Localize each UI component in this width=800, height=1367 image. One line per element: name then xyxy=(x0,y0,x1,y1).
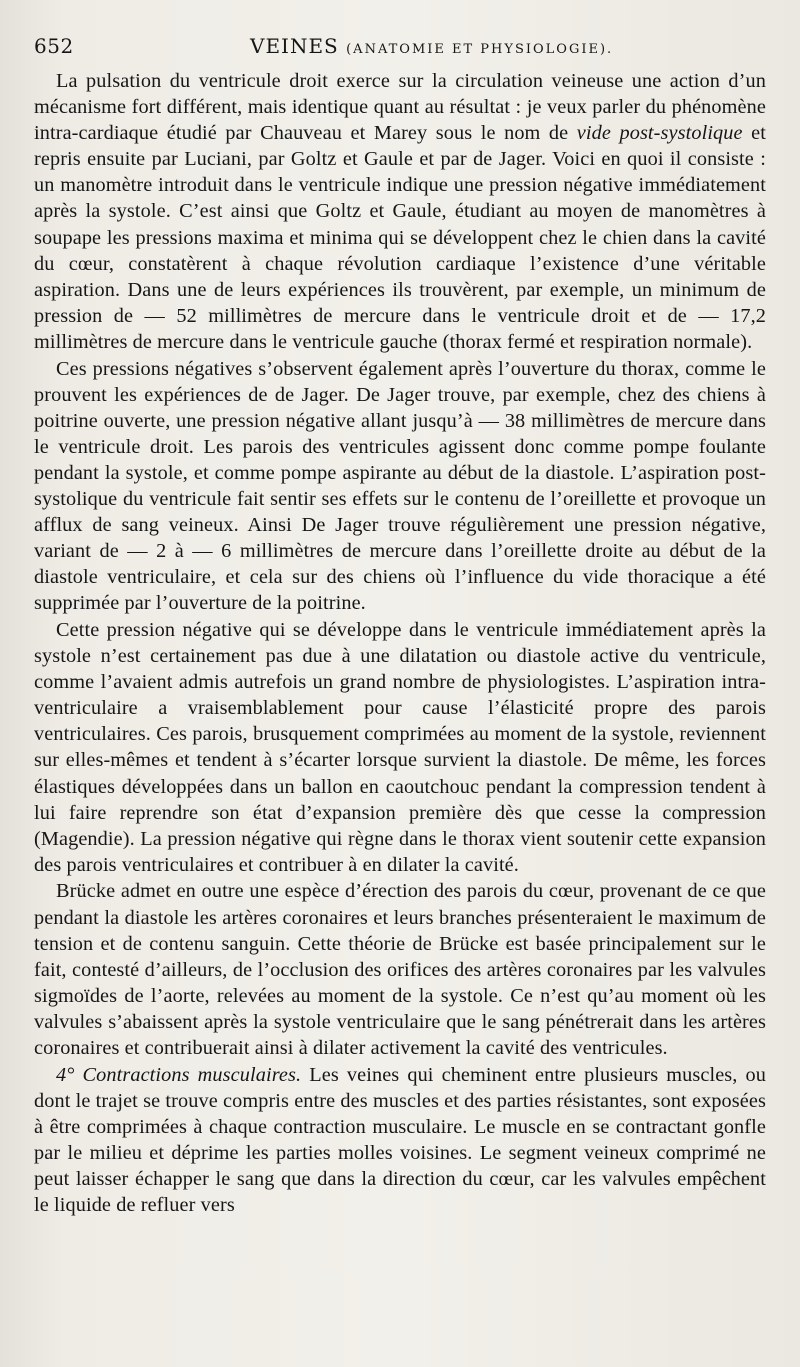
paragraph-thorax-ouvert xyxy=(34,356,766,617)
running-title xyxy=(250,34,613,58)
paragraph-text-rest: et repris ensuite par Luciani, par Goltz et Gaule et par de Jager. Voici en quoi il consiste : un manomètre introduit dans le ventricule indique une pression négative immédiatement après la systole. C’est ainsi que Goltz et Gaule, étudiant au moyen de manomètres à soupape les pressions maxima et minima qui se développent chez le chien dans la cavité du cœur, constatèrent à chaque révolution cardiaque l’existence d’une véritable aspiration. Dans une de leurs expériences ils trouvèrent, par exemple, un minimum de pression de — 52 millimètres de mercure dans le ventricule droit et de — 17,2 millimètres de mercure dans le ventricule gauche (thorax fermé et respiration normale). xyxy=(34,122,766,353)
running-title-sub: (ANATOMIE ET PHYSIOLOGIE). xyxy=(346,42,614,57)
paragraph-pression-negative xyxy=(34,617,766,878)
running-title-main: VEINES xyxy=(250,34,339,58)
paragraph-contractions-musculaires xyxy=(34,1062,766,1219)
section-heading: 4° Contractions musculaires. xyxy=(56,1063,302,1086)
paragraph-text-rest: Les veines qui cheminent entre plusieurs muscles, ou dont le trajet se trouve compris entre des muscles et des parties résistantes, sont exposées à être comprimées à chaque contraction musculaire. Le muscle en se contractant gonfle par le milieu et déprime les parties molles voisines. Le segment veineux comprimé ne peut laisser échapper le sang que dans la direction du cœur, car les valvules empêchent le liquide de refluer vers xyxy=(34,1063,766,1217)
page-number: 652 xyxy=(34,34,74,58)
paragraph-vide-post-systolique xyxy=(34,68,766,355)
paragraph-text: Cette pression négative qui se développe dans le ventricule immédiatement après la systole n’est certainement pas due à une dilatation ou diastole active du ventricule, comme l’avaient admis autrefois un grand nombre de physiologistes. L’aspiration intra-ventriculaire a vraisemblablement pour cause l’élasticité propre des parois ventriculaires. Ces parois, brusquement comprimées au moment de la systole, reviennent sur elles-mêmes et tendent à s’écarter lorsque survient la diastole. De même, les forces élastiques développées dans un ballon en caoutchouc pendant la compression tendent à lui faire reprendre son état d’expansion première dès que cesse la compression (Magendie). La pression négative qui règne dans le thorax vient soutenir cette expansion des parois ventriculaires et contribuer à en dilater la cavité. xyxy=(34,618,766,876)
italic-term: vide post-systolique xyxy=(576,122,743,145)
paragraph-text: Brücke admet en outre une espèce d’érection des parois du cœur, provenant de ce que pendant la diastole les artères coronaires et leurs branches présenteraient le maximum de tension et de contenu sanguin. Cette théorie de Brücke est basée principalement sur le fait, contesté d’ailleurs, de l’occlusion des orifices des artères coronaires par les valvules sigmoïdes de l’aorte, relevées au moment de la systole. Ce n’est qu’au moment où les valvules s’abaissent après la systole ventriculaire que le sang pénétrerait dans les artères coronaires et contribuerait ainsi à dilater activement la cavité des ventricules. xyxy=(34,880,766,1059)
page-header xyxy=(34,30,766,62)
body-text xyxy=(34,68,766,1218)
paragraph-text: La pulsation du ventricule droit exerce sur la circulation veineuse une action d’un mécanisme fort différent, mais identique quant au résultat : je veux parler du phénomène intra-cardiaque étudié par Chauveau et Marey sous le nom de xyxy=(34,70,766,145)
paragraph-text: Ces pressions négatives s’observent également après l’ouverture du thorax, comme le prouvent les expériences de de Jager. De Jager trouve, par exemple, chez des chiens à poitrine ouverte, une pression négative allant jusqu’à — 38 millimètres de mercure dans le ventricule droit. Les parois des ventricules agissent donc comme pompe foulante pendant la systole, et comme pompe aspirante au début de la diastole. L’aspiration post-systolique du ventricule fait sentir ses effets sur le contenu de l’oreillette et provoque un afflux de sang veineux. Ainsi De Jager trouve régulièrement une pression négative, variant de — 2 à — 6 millimètres de mercure dans l’oreillette droite au début de la diastole ventriculaire, et cela sur des chiens où l’influence du vide thoracique a été supprimée par l’ouverture de la poitrine. xyxy=(34,357,766,615)
paragraph-brucke xyxy=(34,878,766,1061)
